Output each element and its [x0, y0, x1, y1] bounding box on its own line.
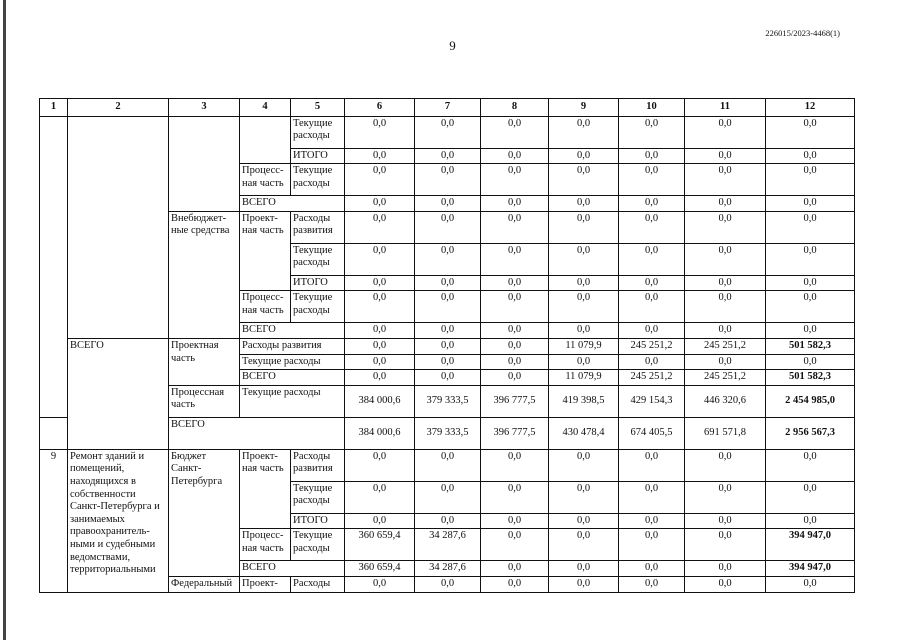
- value-cell: 0,0: [685, 275, 766, 291]
- expense-type-cell: Текущие расходы: [291, 243, 345, 275]
- value-cell: 0,0: [481, 275, 549, 291]
- value-cell: 0,0: [415, 481, 481, 513]
- value-cell: 379 333,5: [415, 417, 481, 449]
- value-cell: 0,0: [481, 291, 549, 323]
- budget-table: [39, 98, 855, 593]
- value-cell: 0,0: [685, 561, 766, 577]
- column-header: 8: [481, 99, 549, 117]
- value-cell: 0,0: [345, 164, 415, 196]
- value-cell: 0,0: [766, 164, 855, 196]
- value-cell: 0,0: [549, 148, 619, 164]
- value-cell: 0,0: [685, 323, 766, 339]
- value-cell: 0,0: [481, 576, 549, 592]
- value-cell: 0,0: [766, 243, 855, 275]
- column-header: 11: [685, 99, 766, 117]
- value-cell: 0,0: [345, 116, 415, 148]
- value-cell: 0,0: [345, 148, 415, 164]
- value-cell: 11 079,9: [549, 370, 619, 386]
- value-cell: 0,0: [481, 370, 549, 386]
- value-cell: 0,0: [766, 148, 855, 164]
- value-cell: 0,0: [415, 370, 481, 386]
- value-cell: 429 154,3: [619, 385, 685, 417]
- column-header: 12: [766, 99, 855, 117]
- value-cell: 0,0: [619, 323, 685, 339]
- value-cell: 0,0: [549, 211, 619, 243]
- expense-type-cell: Расходы: [291, 576, 345, 592]
- value-cell: 394 947,0: [766, 561, 855, 577]
- source-cell: Бюджет Санкт-Петербурга: [169, 449, 240, 576]
- part-cell: ВСЕГО: [240, 196, 345, 212]
- value-cell: 0,0: [415, 338, 481, 354]
- value-cell: 0,0: [619, 148, 685, 164]
- value-cell: 0,0: [481, 338, 549, 354]
- value-cell: 0,0: [766, 449, 855, 481]
- value-cell: 0,0: [685, 243, 766, 275]
- source-cell: Проектная часть: [169, 338, 240, 385]
- value-cell: 0,0: [685, 148, 766, 164]
- value-cell: 0,0: [481, 164, 549, 196]
- expense-type-cell: Текущие расходы: [291, 164, 345, 196]
- table-row: [40, 449, 855, 481]
- value-cell: 394 947,0: [766, 529, 855, 561]
- value-cell: 360 659,4: [345, 529, 415, 561]
- table-row: [40, 116, 855, 148]
- source-cell: Внебюджет-ные средства: [169, 211, 240, 338]
- column-header: 7: [415, 99, 481, 117]
- value-cell: 0,0: [345, 211, 415, 243]
- part-cell: [240, 116, 291, 164]
- value-cell: 0,0: [415, 275, 481, 291]
- value-cell: 0,0: [415, 148, 481, 164]
- value-cell: 0,0: [549, 164, 619, 196]
- value-cell: 0,0: [685, 449, 766, 481]
- value-cell: 0,0: [415, 354, 481, 370]
- value-cell: 0,0: [549, 561, 619, 577]
- value-cell: 0,0: [345, 513, 415, 529]
- value-cell: 0,0: [766, 196, 855, 212]
- value-cell: 0,0: [685, 116, 766, 148]
- scan-edge-mark: [3, 0, 6, 640]
- value-cell: 0,0: [685, 576, 766, 592]
- expense-type-cell: Расходы развития: [291, 211, 345, 243]
- column-number-row: [40, 99, 855, 117]
- expense-type-cell: Текущие расходы: [291, 291, 345, 323]
- value-cell: 0,0: [549, 243, 619, 275]
- column-header: 3: [169, 99, 240, 117]
- value-cell: 0,0: [766, 275, 855, 291]
- value-cell: 0,0: [481, 196, 549, 212]
- value-cell: 396 777,5: [481, 417, 549, 449]
- expense-type-cell: Текущие расходы: [240, 385, 345, 417]
- value-cell: 0,0: [481, 513, 549, 529]
- value-cell: 0,0: [345, 338, 415, 354]
- part-cell: Проект-ная часть: [240, 449, 291, 529]
- expense-type-cell: Расходы развития: [240, 338, 345, 354]
- value-cell: 446 320,6: [685, 385, 766, 417]
- value-cell: 0,0: [415, 449, 481, 481]
- value-cell: 0,0: [345, 354, 415, 370]
- value-cell: 0,0: [415, 576, 481, 592]
- value-cell: 0,0: [481, 148, 549, 164]
- value-cell: 0,0: [619, 449, 685, 481]
- value-cell: 674 405,5: [619, 417, 685, 449]
- value-cell: 0,0: [481, 211, 549, 243]
- value-cell: 0,0: [549, 116, 619, 148]
- value-cell: 0,0: [766, 116, 855, 148]
- value-cell: 0,0: [345, 323, 415, 339]
- value-cell: 0,0: [345, 449, 415, 481]
- column-header: 2: [68, 99, 169, 117]
- value-cell: 245 251,2: [685, 338, 766, 354]
- part-cell: Проект-ная часть: [240, 211, 291, 291]
- expense-type-cell: Текущие расходы: [291, 529, 345, 561]
- value-cell: 245 251,2: [619, 370, 685, 386]
- source-cell: Федеральный: [169, 576, 240, 592]
- expense-type-cell: ВСЕГО: [240, 370, 345, 386]
- row-number-cell: [40, 116, 68, 417]
- expense-type-cell: ИТОГО: [291, 275, 345, 291]
- column-header: 1: [40, 99, 68, 117]
- value-cell: 0,0: [415, 164, 481, 196]
- value-cell: 2 454 985,0: [766, 385, 855, 417]
- value-cell: 0,0: [549, 529, 619, 561]
- column-header: 9: [549, 99, 619, 117]
- value-cell: 0,0: [685, 164, 766, 196]
- value-cell: 0,0: [481, 481, 549, 513]
- value-cell: 0,0: [619, 211, 685, 243]
- expense-type-cell: Текущие расходы: [240, 354, 345, 370]
- value-cell: 0,0: [685, 211, 766, 243]
- item-name-cell: Ремонт зданий и помещений, находящихся в собственности Санкт-Петербурга и занимаемых правоохранитель-ными и судебными ведомствами, территориальными: [68, 449, 169, 592]
- value-cell: 0,0: [549, 291, 619, 323]
- value-cell: 0,0: [415, 291, 481, 323]
- column-header: 4: [240, 99, 291, 117]
- value-cell: 34 287,6: [415, 561, 481, 577]
- value-cell: 0,0: [619, 513, 685, 529]
- value-cell: 0,0: [481, 323, 549, 339]
- value-cell: 0,0: [619, 576, 685, 592]
- part-cell: Проект-: [240, 576, 291, 592]
- value-cell: 379 333,5: [415, 385, 481, 417]
- item-name-cell: [68, 116, 169, 338]
- column-header: 5: [291, 99, 345, 117]
- source-cell: [169, 116, 240, 211]
- value-cell: 34 287,6: [415, 529, 481, 561]
- source-cell: ВСЕГО: [169, 417, 345, 449]
- value-cell: 0,0: [549, 275, 619, 291]
- value-cell: 2 956 567,3: [766, 417, 855, 449]
- value-cell: 245 251,2: [619, 338, 685, 354]
- value-cell: 0,0: [685, 513, 766, 529]
- value-cell: 384 000,6: [345, 417, 415, 449]
- column-header: 6: [345, 99, 415, 117]
- value-cell: 430 478,4: [549, 417, 619, 449]
- expense-type-cell: Текущие расходы: [291, 116, 345, 148]
- value-cell: 0,0: [415, 116, 481, 148]
- expense-type-cell: ИТОГО: [291, 148, 345, 164]
- page-number: 9: [449, 38, 456, 53]
- value-cell: 0,0: [345, 275, 415, 291]
- value-cell: 691 571,8: [685, 417, 766, 449]
- part-cell: Процесс-ная часть: [240, 529, 291, 561]
- value-cell: 0,0: [619, 354, 685, 370]
- value-cell: 0,0: [481, 449, 549, 481]
- value-cell: 0,0: [549, 323, 619, 339]
- column-header: 10: [619, 99, 685, 117]
- value-cell: 0,0: [685, 354, 766, 370]
- value-cell: 0,0: [549, 513, 619, 529]
- value-cell: 0,0: [685, 196, 766, 212]
- value-cell: 0,0: [766, 481, 855, 513]
- value-cell: 0,0: [619, 196, 685, 212]
- value-cell: 11 079,9: [549, 338, 619, 354]
- value-cell: 384 000,6: [345, 385, 415, 417]
- value-cell: 419 398,5: [549, 385, 619, 417]
- value-cell: 501 582,3: [766, 370, 855, 386]
- value-cell: 360 659,4: [345, 561, 415, 577]
- item-name-cell: ВСЕГО: [68, 338, 169, 449]
- value-cell: 0,0: [619, 291, 685, 323]
- value-cell: 0,0: [685, 481, 766, 513]
- value-cell: 0,0: [345, 481, 415, 513]
- source-cell: Процессная часть: [169, 385, 240, 417]
- value-cell: 0,0: [766, 291, 855, 323]
- value-cell: 0,0: [619, 116, 685, 148]
- expense-type-cell: Текущие расходы: [291, 481, 345, 513]
- value-cell: 0,0: [415, 196, 481, 212]
- part-cell: Процесс-ная часть: [240, 291, 291, 323]
- value-cell: 0,0: [481, 354, 549, 370]
- row-number-cell: 9: [40, 449, 68, 592]
- expense-type-cell: Расходы развития: [291, 449, 345, 481]
- value-cell: 0,0: [619, 275, 685, 291]
- value-cell: 0,0: [766, 211, 855, 243]
- value-cell: 0,0: [415, 211, 481, 243]
- value-cell: 0,0: [619, 561, 685, 577]
- value-cell: 0,0: [345, 576, 415, 592]
- value-cell: 0,0: [345, 196, 415, 212]
- value-cell: 0,0: [549, 354, 619, 370]
- value-cell: 0,0: [549, 576, 619, 592]
- value-cell: 0,0: [619, 164, 685, 196]
- value-cell: 0,0: [619, 243, 685, 275]
- document-number: 226015/2023-4468(1): [765, 28, 840, 38]
- value-cell: 0,0: [415, 243, 481, 275]
- value-cell: 0,0: [415, 323, 481, 339]
- value-cell: 0,0: [345, 243, 415, 275]
- value-cell: 0,0: [481, 116, 549, 148]
- value-cell: 0,0: [481, 561, 549, 577]
- value-cell: 0,0: [549, 449, 619, 481]
- value-cell: 0,0: [619, 529, 685, 561]
- value-cell: 0,0: [345, 291, 415, 323]
- value-cell: 0,0: [766, 513, 855, 529]
- value-cell: 0,0: [549, 481, 619, 513]
- value-cell: 0,0: [345, 370, 415, 386]
- value-cell: 0,0: [766, 354, 855, 370]
- value-cell: 0,0: [481, 529, 549, 561]
- value-cell: 245 251,2: [685, 370, 766, 386]
- value-cell: 501 582,3: [766, 338, 855, 354]
- value-cell: 0,0: [685, 291, 766, 323]
- value-cell: 0,0: [415, 513, 481, 529]
- value-cell: 0,0: [619, 481, 685, 513]
- part-cell: ВСЕГО: [240, 323, 345, 339]
- expense-type-cell: ИТОГО: [291, 513, 345, 529]
- part-cell: Процесс-ная часть: [240, 164, 291, 196]
- row-number-cell: [40, 417, 68, 449]
- value-cell: 0,0: [685, 529, 766, 561]
- value-cell: 0,0: [481, 243, 549, 275]
- part-cell: ВСЕГО: [240, 561, 345, 577]
- value-cell: 0,0: [766, 576, 855, 592]
- value-cell: 396 777,5: [481, 385, 549, 417]
- value-cell: 0,0: [766, 323, 855, 339]
- table-row: [40, 338, 855, 354]
- value-cell: 0,0: [549, 196, 619, 212]
